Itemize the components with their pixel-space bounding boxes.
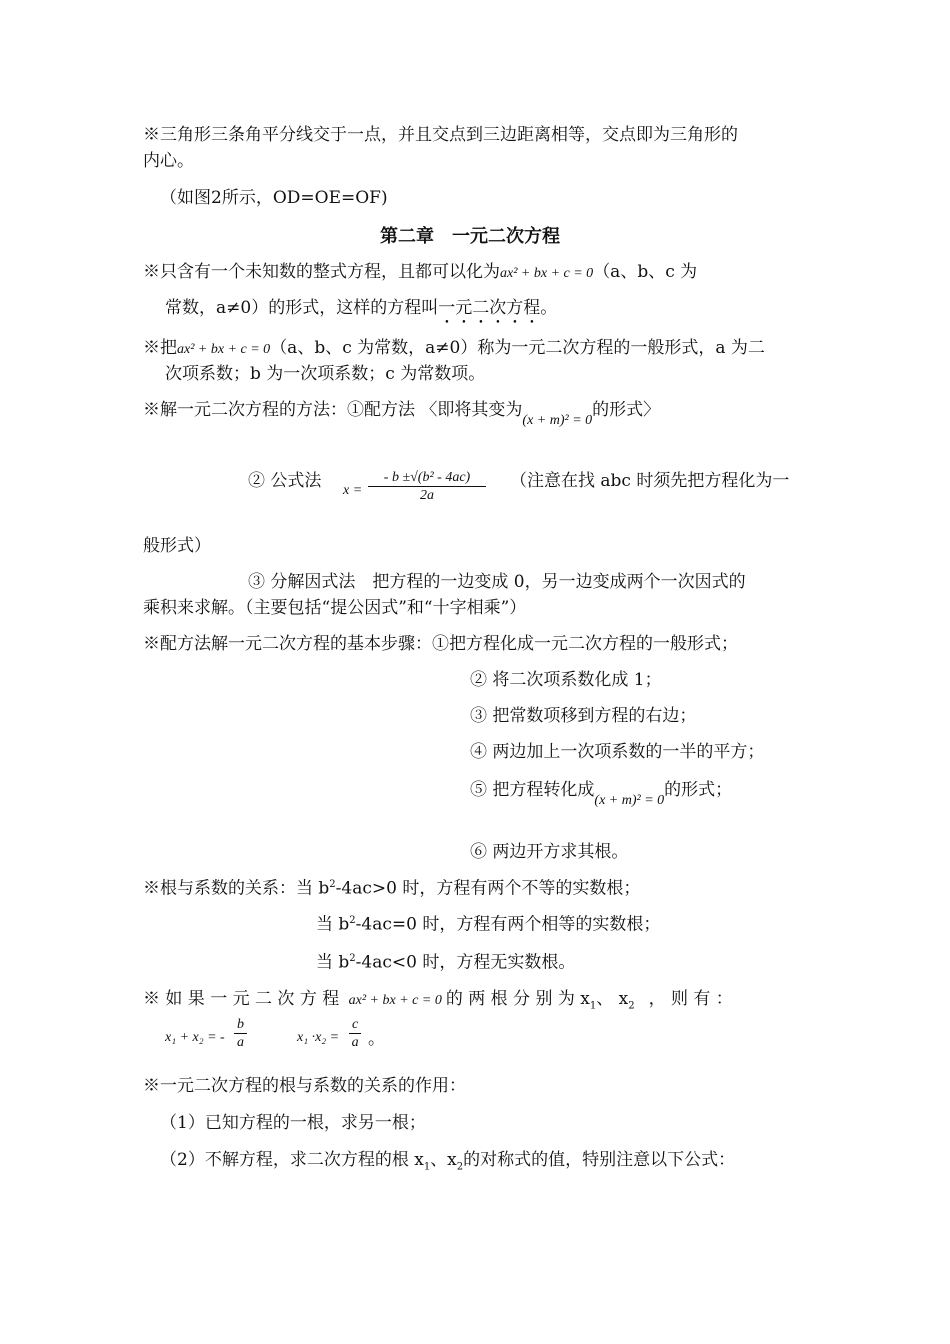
quadratic-fraction — [368, 471, 486, 503]
text-span: ， 则 有 ： — [648, 989, 733, 1009]
square-form: (x + m)² = 0 — [594, 793, 665, 808]
superscript: 2 — [329, 879, 336, 890]
discriminant-line — [143, 880, 640, 898]
text-line: ※三角形三条角平分线交于一点，并且交点到三边距离相等，交点即为三角形的 — [143, 125, 738, 145]
text-span: ※根与系数的关系：当 b — [143, 878, 330, 899]
general-equation: ax² + bx + c = 0 — [177, 342, 271, 357]
emphasized-term: 一元二次方程 — [438, 298, 541, 318]
text-line: ※一元二次方程的根与系数的关系的作用： — [143, 1076, 466, 1096]
text-span: 当 b — [316, 952, 350, 973]
text-span: 当 b — [316, 914, 350, 935]
superscript: 2 — [349, 953, 356, 964]
text-line: 内心。 — [143, 151, 194, 171]
numerator: c — [349, 1018, 361, 1034]
definition-line — [165, 298, 557, 328]
text-span: ※解一元二次方程的方法：①配方法 〈即将其变为 — [143, 400, 523, 420]
quadratic-formula — [368, 471, 486, 503]
subscript: 2 — [628, 1000, 635, 1012]
square-form: (x + m)² = 0 — [522, 413, 593, 428]
text-span: 。 — [368, 1029, 385, 1049]
text-span: 的 两 根 分 别 为 x — [445, 989, 590, 1009]
text-span: （a、b、c 为常数，a≠0）称为一元二次方程的一般形式，a 为二 — [270, 338, 765, 358]
subscript: 1 — [423, 1161, 431, 1173]
step-item — [470, 780, 733, 808]
text-span: -4ac=0 时，方程有两个相等的实数根； — [355, 914, 661, 935]
text-line: （如图2所示，OD=OE=OF) — [160, 188, 388, 208]
text-span: 的对称式的值，特别注意以下公式： — [463, 1150, 736, 1170]
text-line: 乘积来求解。（主要包括“提公因式”和“十字相乘”） — [143, 598, 527, 618]
method-line — [143, 400, 661, 428]
quadratic-formula-lhs: x = — [343, 483, 363, 498]
step-item: ② 将二次项系数化成 1； — [470, 670, 662, 690]
discriminant-line — [316, 954, 575, 972]
text-span: （a、b、c 为 — [593, 262, 698, 282]
text-line — [160, 1152, 735, 1172]
text-span: 的形式； — [664, 780, 733, 800]
step-item: ③ 把常数项移到方程的右边； — [470, 706, 697, 726]
chapter-title: 第二章 一元二次方程 — [380, 226, 560, 247]
subscript: 2 — [456, 1161, 464, 1173]
text-span: ※把 — [143, 338, 177, 358]
step-item: ④ 两边加上一次项系数的一半的平方； — [470, 742, 765, 762]
text-span: ※ 如 果 一 元 二 次 方 程 — [143, 989, 340, 1009]
definition-line — [143, 264, 697, 281]
text-span: ⑤ 把方程转化成 — [470, 780, 595, 800]
superscript: 2 — [349, 915, 356, 926]
text-line: 次项系数；b 为一次项系数；c 为常数项。 — [165, 364, 486, 384]
discriminant-line — [316, 916, 660, 934]
general-form-line — [143, 340, 765, 357]
vieta-product-fraction — [349, 1018, 361, 1050]
vieta-sum-fraction — [234, 1018, 247, 1050]
text-line: （1）已知方程的一根，求另一根； — [160, 1113, 426, 1133]
general-equation: ax² + bx + c = 0 — [348, 993, 442, 1008]
text-span: ② 公式法 — [248, 471, 322, 491]
text-span: -4ac>0 时，方程有两个不等的实数根； — [335, 878, 641, 899]
text-span: -4ac<0 时，方程无实数根。 — [355, 952, 576, 973]
text-span: （注意在找 abc 时须先把方程化为一 — [510, 471, 790, 491]
fraction — [349, 1018, 361, 1050]
text-span: 常数，a≠0）的形式，这样的方程叫 — [165, 298, 439, 318]
text-span: 、x — [430, 1150, 457, 1170]
step-item: ⑥ 两边开方求其根。 — [470, 842, 629, 862]
vieta-product-lhs: x₁ ·x₂ = — [297, 1030, 340, 1045]
numerator: b — [234, 1018, 247, 1034]
text-span: 、 x — [596, 989, 629, 1009]
denominator: a — [351, 1035, 359, 1050]
fraction — [234, 1018, 247, 1050]
text-span: （2）不解方程，求二次方程的根 x — [160, 1150, 424, 1170]
text-span: 的形式〉 — [592, 400, 661, 420]
vieta-line — [143, 991, 733, 1011]
subscript: 1 — [589, 1000, 597, 1012]
text-line: 般形式） — [143, 536, 211, 556]
quadratic-numerator: - b ±√(b² - 4ac) — [368, 471, 486, 487]
general-equation: ax² + bx + c = 0 — [500, 266, 594, 281]
text-span: ※只含有一个未知数的整式方程，且都可以化为 — [143, 262, 500, 282]
text-span: 。 — [540, 298, 558, 318]
quadratic-denominator: 2a — [420, 488, 434, 503]
vieta-sum-lhs: x₁ + x₂ = - — [165, 1030, 225, 1045]
text-line: ※配方法解一元二次方程的基本步骤：①把方程化成一元二次方程的一般形式； — [143, 634, 738, 654]
denominator: a — [237, 1035, 244, 1050]
text-line: ③ 分解因式法 把方程的一边变成 0，另一边变成两个一次因式的 — [248, 572, 746, 592]
